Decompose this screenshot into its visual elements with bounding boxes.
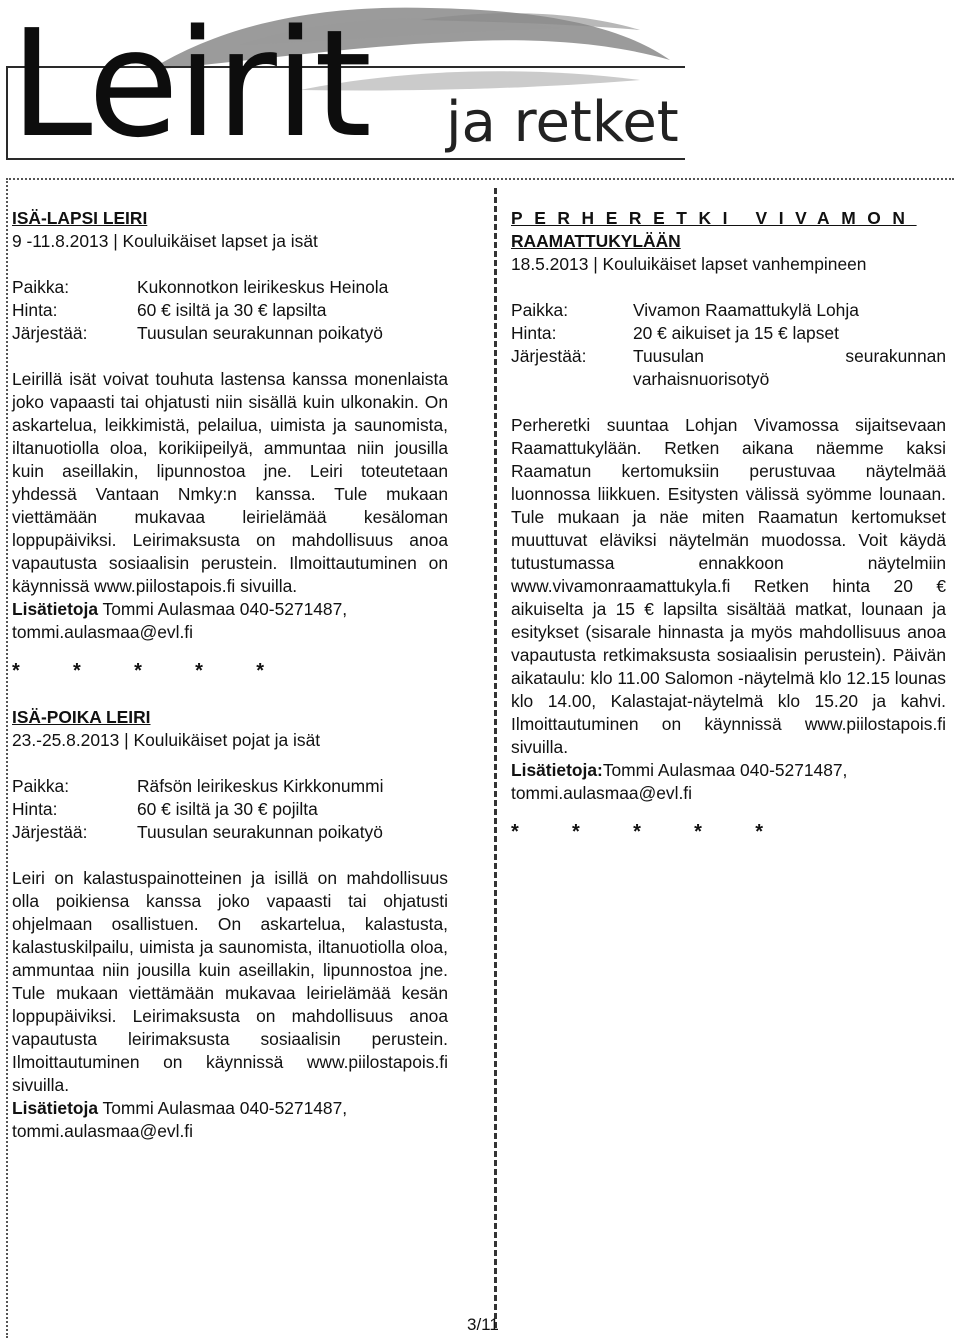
- right-column: [511, 207, 946, 844]
- column-divider: [494, 188, 497, 1328]
- camp2-info-organizer: [12, 821, 448, 844]
- header-banner: [0, 0, 960, 190]
- camp1-info-price: [12, 299, 448, 322]
- info-key: Paikka:: [12, 776, 70, 796]
- info-key: Paikka:: [12, 277, 70, 297]
- trip-info-organizer: [511, 345, 946, 391]
- info-key: Hinta:: [12, 300, 58, 320]
- trip-contact: [511, 759, 946, 782]
- star: *: [195, 660, 203, 682]
- camp1-info-place: [12, 276, 448, 299]
- contact-text: Tommi Aulasmaa 040-5271487,: [98, 599, 348, 619]
- camp2-info-place: [12, 775, 448, 798]
- contact-text: Tommi Aulasmaa 040-5271487,: [98, 1098, 348, 1118]
- camp2-contact: [12, 1097, 448, 1120]
- camp1-description: Leirillä isät voivat touhuta lastensa kanssa monenlaista joko vapaasti tai ohjatusti niin sisällä kuin ulkonakin. On askartelua, leikkimistä, pelailua, uimista ja saunomista, iltanuotiolla oloa, korikiipeilyä, ammuntaa niin jousilla kuin aseillakin, lipunnostoa jne. Leiri toteutetaan yhdessä Vantaan Nmky:n kanssa. Tule mukaan viettämään mukavaa leirielämää kesäloman loppupäiviksi. Leirimaksusta on mahdollisuus anoa vapautusta sosiaalisin perustein. Ilmoittautuminen on käynnissä www.piilostapois.fi sivuilla.: [12, 369, 448, 596]
- trip-date: 18.5.2013 | Kouluikäiset lapset vanhempineen: [511, 254, 867, 274]
- left-column: [12, 207, 448, 1143]
- trip-description: Perheretki suuntaa Lohjan Vivamossa sijaitsevaan Raamattukylään. Retken aikana näemme kaksi Raamatun kertomuksiin perustuvaa näytelmää luonnossa liikkuen. Esitysten välissä syömme lounaan. Tule mukaan ja näe miten Raamatun kertomukset muuttuvat eläviksi näytelmän muodossa. Voit käydä tutustumassa ennakkoon näytelmiin www.vivamonraamattukyla.fi Retken hinta 20 € aikuiselta ja 15 € lapsilta sisältää matkat, lounaan ja esitykset (sisarale hinnasta ja myös mahdollisuus anoa vapautusta retkimaksusta sosiaalisin perustein). Päivän aikataulu: klo 11.00 Salomon -näytelmä klo 12.15 lounas klo 14.00, Kalastajat-näytelmä klo 15.20 ja kahvi. Ilmoittautuminen on käynnissä www.piilostapois.fi sivuilla.: [511, 415, 946, 757]
- info-key: Järjestää:: [12, 822, 88, 842]
- star: *: [511, 821, 519, 843]
- camp1-email: tommi.aulasmaa@evl.fi: [12, 622, 193, 642]
- contact-label: Lisätietoja: [12, 1098, 99, 1118]
- star: *: [256, 660, 264, 682]
- trip-title-line2: RAAMATTUKYLÄÄN: [511, 231, 681, 251]
- trip-email: tommi.aulasmaa@evl.fi: [511, 783, 692, 803]
- star: *: [73, 660, 81, 682]
- camp1-contact: [12, 598, 448, 621]
- info-value: Tuusulan seurakunnan varhaisnuorisotyö: [633, 346, 946, 389]
- camp2-date: 23.-25.8.2013 | Kouluikäiset pojat ja isät: [12, 730, 321, 750]
- info-value: Vivamon Raamattukylä Lohja: [633, 300, 859, 320]
- info-key: Järjestää:: [511, 346, 587, 366]
- dotted-divider-top: [6, 178, 954, 180]
- star: *: [134, 660, 142, 682]
- info-value: Räfsön leirikeskus Kirkkonummi: [137, 776, 384, 796]
- info-value: Kukonnotkon leirikeskus Heinola: [137, 277, 389, 297]
- trip-info-price: [511, 322, 946, 345]
- info-value: 20 € aikuiset ja 15 € lapset: [633, 323, 839, 343]
- star: *: [633, 821, 641, 843]
- dotted-border-left: [6, 178, 8, 1338]
- camp2-title: ISÄ-POIKA LEIRI: [12, 707, 151, 727]
- page-subtitle: ja retket: [446, 90, 679, 155]
- star-separator: [511, 817, 763, 844]
- camp2-description: Leiri on kalastuspainotteinen ja isillä on mahdollisuus olla poikiensa kanssa joko vapaasti tai ohjatusti ohjelmaan osallistuen. On askartelua, kalastusta, kalastuskilpailu, uimista ja saunomista, iltanuotiolla oloa, ammuntaa niin jousilla kuin aseillakin, lipunnostoa jne. Tule mukaan viettämään mukavaa leirielämää kesän loppupäiviksi. Leirimaksusta on mahdollisuus anoa vapautusta leirimaksusta sosiaalisin perustein. Ilmoittautuminen on käynnissä www.piilostapois.fi sivuilla.: [12, 868, 448, 1095]
- camp1-date: 9 -11.8.2013 | Kouluikäiset lapset ja isät: [12, 231, 318, 251]
- info-key: Hinta:: [12, 799, 58, 819]
- page-title: Leirit: [10, 0, 371, 170]
- star-separator: [12, 656, 264, 683]
- info-key: Paikka:: [511, 300, 569, 320]
- contact-text: Tommi Aulasmaa 040-5271487,: [602, 760, 848, 780]
- info-value: 60 € isiltä ja 30 € pojilta: [137, 799, 318, 819]
- contact-label: Lisätietoja: [12, 599, 99, 619]
- page-number: 3/11: [467, 1315, 499, 1334]
- trip-title: PERHERETKI VIVAMON: [511, 208, 917, 228]
- star: *: [694, 821, 702, 843]
- star: *: [12, 660, 20, 682]
- camp1-title: ISÄ-LAPSI LEIRI: [12, 208, 148, 228]
- info-value: 60 € isiltä ja 30 € lapsilta: [137, 300, 327, 320]
- camp1-info-organizer: [12, 322, 448, 345]
- info-value: Tuusulan seurakunnan poikatyö: [137, 822, 383, 842]
- contact-label: Lisätietoja:: [511, 760, 603, 780]
- info-key: Järjestää:: [12, 323, 88, 343]
- star: *: [755, 821, 763, 843]
- trip-info-place: [511, 299, 946, 322]
- star: *: [572, 821, 580, 843]
- info-key: Hinta:: [511, 323, 557, 343]
- info-value: Tuusulan seurakunnan poikatyö: [137, 323, 383, 343]
- camp2-email: tommi.aulasmaa@evl.fi: [12, 1121, 193, 1141]
- camp2-info-price: [12, 798, 448, 821]
